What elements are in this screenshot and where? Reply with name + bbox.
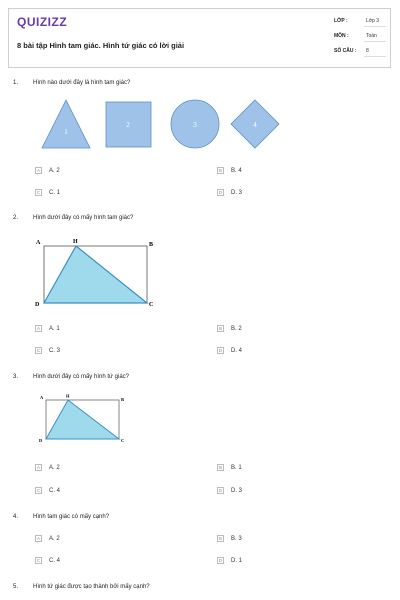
shape-label-2: 2 [126,121,130,129]
vertex-h: H [73,239,78,245]
option-letter-box[interactable]: A [36,168,40,173]
option-label: B. 3 [231,536,242,542]
vertex-a: A [36,240,41,246]
option-letter-box[interactable]: C [36,558,41,563]
option-label: D. 4 [231,348,243,354]
shape-label-3: 3 [193,121,197,129]
question-3-figure [38,392,130,446]
option-letter-box[interactable]: C [36,488,41,493]
triangle-shape [42,100,90,148]
question-1-shapes [40,98,285,153]
option-letter-box[interactable]: A [36,326,40,331]
question-number: 4. [13,514,19,520]
option-letter-box[interactable]: B [218,536,222,541]
option-letter-box[interactable]: D [218,348,223,353]
vertex-b: B [149,242,154,248]
question-text: Hình nào dưới đây là hình tam giác? [33,80,131,86]
option-letter-box[interactable]: B [218,326,222,331]
question-number: 3. [13,374,19,380]
option-label: D. 3 [231,488,243,494]
option-letter-box[interactable]: B [218,168,222,173]
option-label: C. 3 [49,348,61,354]
option-letter-box[interactable]: B [218,465,222,470]
question-text: Hình tứ giác được tạo thành bởi mấy cạnh? [33,584,150,590]
option-letter-box[interactable]: A [36,465,40,470]
subject-label: MÔN : [334,33,349,39]
class-underline [364,26,386,27]
vertex-b: B [121,397,125,402]
option-label: C. 4 [49,488,61,494]
triangle-hdc [46,400,119,439]
question-text: Hình tam giác có mấy cạnh? [33,514,110,520]
option-label: C. 1 [49,190,61,196]
question-text: Hình dưới đây có mấy hình tam giác? [33,215,134,221]
option-letter-box[interactable]: C [36,348,41,353]
vertex-d: D [35,302,40,308]
option-letter-box[interactable]: D [218,488,223,493]
shape-label-4: 4 [253,121,257,129]
subject-value: Toán [366,33,377,39]
triangle-hdc [44,246,147,303]
count-value: 8 [366,48,369,54]
vertex-h: H [66,393,70,399]
worksheet-header [8,8,391,68]
option-label: D. 3 [231,190,243,196]
option-label: A. 2 [49,536,60,542]
option-label: A. 2 [49,168,60,174]
option-letter-box[interactable]: A [36,536,40,541]
question-2-figure [34,236,159,311]
count-underline [364,56,386,57]
vertex-c: C [121,438,125,443]
option-label: A. 1 [49,326,60,332]
option-letter-box[interactable]: C [36,190,41,195]
option-label: B. 1 [231,465,242,471]
question-number: 5. [13,584,19,590]
question-number: 1. [13,80,19,86]
vertex-c: C [149,302,154,308]
question-text: Hình dưới đây có mấy hình tứ giác? [33,374,130,380]
option-label: B. 4 [231,168,242,174]
vertex-d: D [39,438,43,443]
class-label: LỚP : [334,18,348,24]
quizizz-logo: QUIZIZZ [17,15,68,29]
question-number: 2. [13,215,19,221]
option-letter-box[interactable]: D [218,190,223,195]
option-letter-box[interactable]: D [218,558,223,563]
vertex-a: A [40,395,44,400]
count-label: SỐ CÂU : [334,48,357,54]
shape-label-1: 1 [64,128,68,136]
subject-underline [364,41,386,42]
page-title: 8 bài tập Hình tam giác. Hình tứ giác có lời giải [17,41,185,50]
class-value: Lớp 3 [366,18,380,24]
option-label: D. 1 [231,558,243,564]
option-label: A. 2 [49,465,60,471]
option-label: C. 4 [49,558,61,564]
option-label: B. 2 [231,326,242,332]
